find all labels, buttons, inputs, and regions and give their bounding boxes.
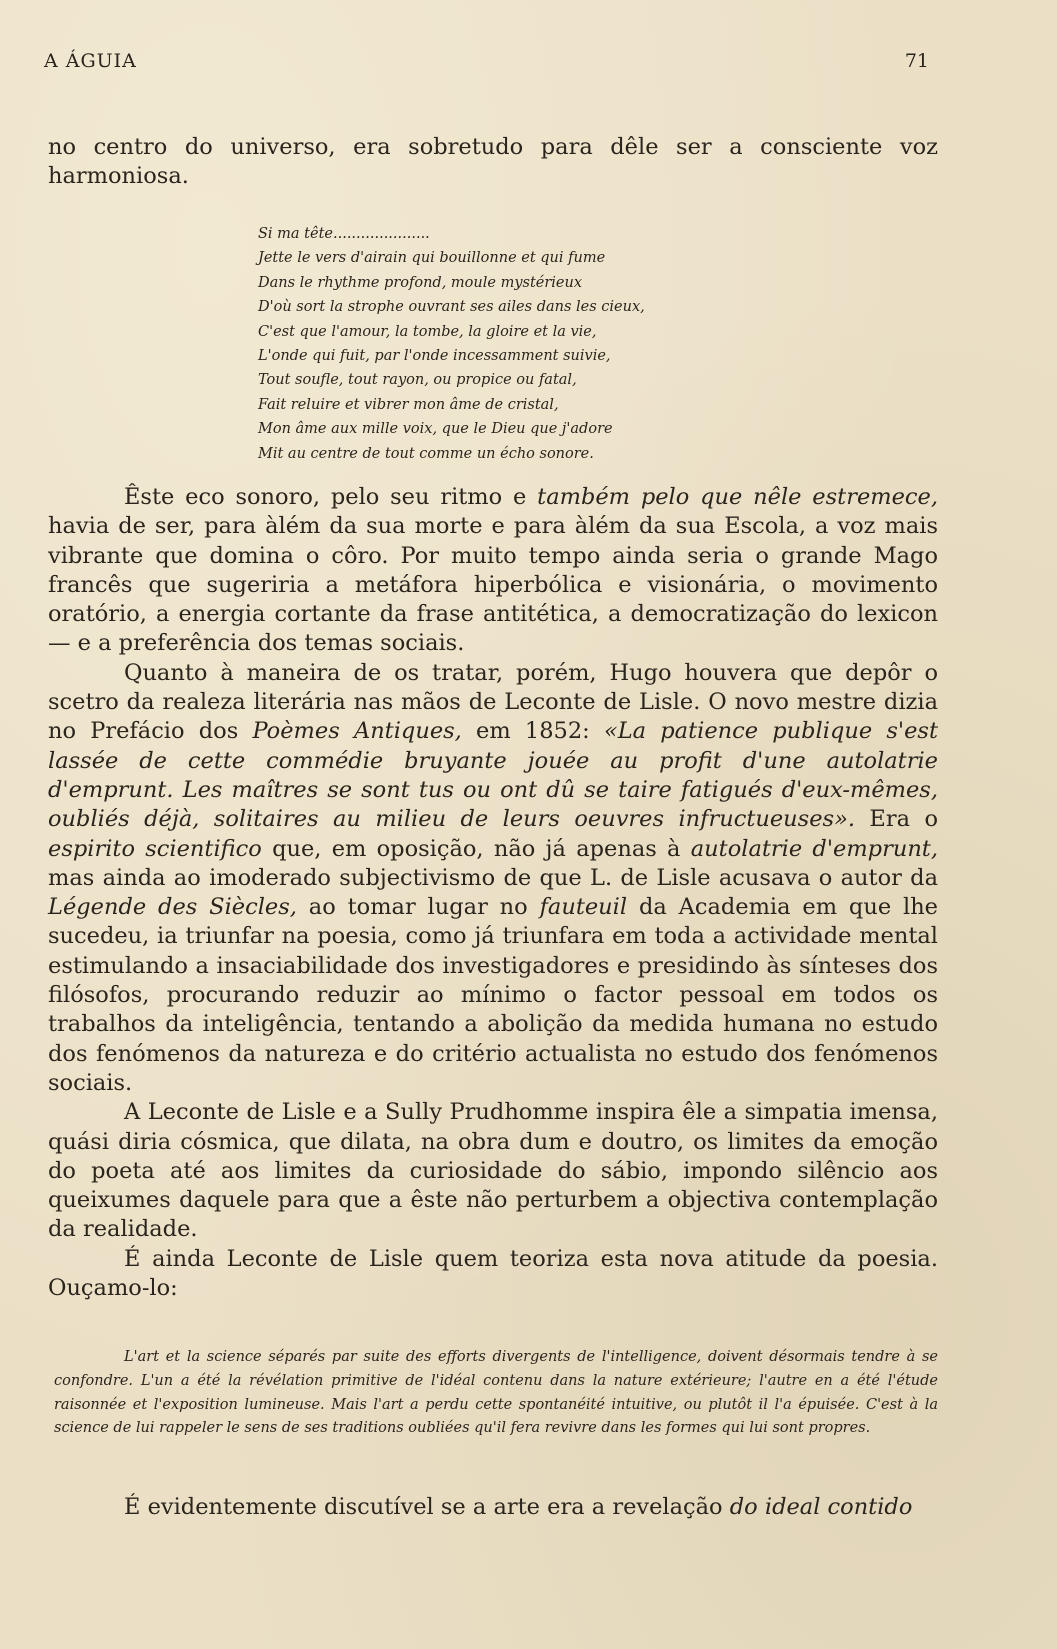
text-run: em 1852:	[461, 718, 604, 745]
italic-run: autolatrie d'emprunt,	[690, 835, 939, 862]
paragraph-sully-prudhomme: A Leconte de Lisle e a Sully Prudhomme inspira êle a simpatia imensa, quási diria cósmica, que dilata, na obra dum e doutro, os limites da emoção do poeta até aos limites da curiosidade do sábio, impondo silêncio aos queixumes daquele para que a êste não perturbem a objectiva contemplação da realidade.	[48, 1099, 938, 1243]
verse-line: Tout soufle, tout rayon, ou propice ou fatal,	[258, 372, 577, 389]
text-run: É evidentemente discutível se a arte era a revelação	[124, 1494, 730, 1520]
verse-line: Mon âme aux mille voix, que le Dieu que j'adore	[258, 421, 613, 438]
text-run: Quanto à maneira de os tratar, porém, Hugo houvera que depôr o scetro da realeza literária nas mãos de Leconte de Lisle. O novo mestre dizia no Prefácio dos	[48, 659, 938, 745]
italic-quotation: «La patience publique s'est lassée de cette commédie bruyante jouée au profit d'une autolatrie d'emprunt. Les maîtres se sont tus ou ont dû se taire fatigués d'eux-mêmes, oubliés déjà, solitaires au milieu de leurs oeuvres infructueuses».	[48, 718, 939, 833]
verse-line: Fait reluire et vibrer mon âme de cristal,	[258, 396, 559, 413]
italic-run: também pelo que nêle estremece,	[537, 484, 939, 510]
paragraph-continuation: no centro do universo, era sobretudo para dêle ser a consciente voz harmoniosa.	[48, 134, 938, 190]
verse-line: D'où sort la strophe ouvrant ses ailes dans les cieux,	[258, 299, 645, 316]
verse-line: L'onde qui fuit, par l'onde incessamment suivie,	[258, 348, 611, 365]
paragraph-echo	[48, 483, 938, 659]
text-run: ao tomar lugar no	[296, 894, 540, 921]
text-run: mas ainda ao imoderado subjectivismo de que L. de Lisle acusava o autor da	[48, 864, 938, 891]
paragraph-leconte-prefacio	[48, 659, 938, 1098]
verse-line: C'est que l'amour, la tombe, la gloire et la vie,	[258, 323, 597, 340]
closing-text-block	[48, 1493, 938, 1522]
page-number: 71	[904, 50, 929, 72]
verse-quotation	[258, 222, 938, 466]
opening-paragraph-block	[48, 133, 938, 192]
italic-run: Légende des Siècles,	[48, 894, 297, 921]
verse-line: Si ma tête.....................	[258, 226, 430, 242]
prose-quotation	[54, 1346, 938, 1441]
verse-line: Dans le rhythme profond, moule mystérieux	[258, 274, 583, 291]
italic-run: do ideal contido	[729, 1494, 913, 1520]
main-text-block	[48, 483, 938, 1303]
paragraph-final	[48, 1493, 938, 1522]
text-run: havia de ser, para àlém da sua morte e para àlém da sua Escola, a voz mais vibrante que domina o côro. Por muito tempo ainda seria o grande Mago francês que sugeriria a metáfora hiperbólica e visionária, o movimento oratório, a energia cortante da frase antitética, a democratização do lexicon — e a preferência dos temas sociais.	[48, 513, 938, 657]
verse-line: Jette le vers d'airain qui bouillonne et qui fume	[258, 250, 606, 267]
verse-line: Mit au centre de tout comme un écho sonore.	[258, 445, 594, 462]
text-run: Era o	[855, 806, 938, 833]
text-run: que, em oposição, não já apenas à	[261, 835, 691, 862]
italic-run: espirito scientifico	[48, 835, 262, 862]
text-run: da Academia em que lhe sucedeu, ia triunfar na poesia, como já triunfara em toda a actividade mental estimulando a insaciabilidade dos investigadores e presidindo às sínteses dos filósofos, procurando reduzir ao mínimo o factor pessoal em todos os trabalhos da inteligência, tentando a abolição da medida humana no estudo dos fenómenos da natureza e do critério actualista no estudo dos fenómenos sociais.	[48, 894, 938, 1096]
italic-run: Poèmes Antiques,	[252, 718, 462, 745]
paragraph-ouçamo-lo: É ainda Leconte de Lisle quem teoriza esta nova atitude da poesia. Ouçamo-lo:	[48, 1245, 938, 1302]
quotation-text: L'art et la science séparés par suite des efforts divergents de l'intelligence, doivent désormais tendre à se confondre. L'un a été la révélation primitive de l'idéal contenu dans la nature extérieure; l'autre en a été l'étude raisonnée et l'exposition lumineuse. Mais l'art a perdu cette spontanéité intuitive, ou plutôt il l'a épuisée. C'est à la science de lui rappeler le sens de ses traditions oubliées qu'il fera revivre dans les formes qui lui sont propres.	[54, 1349, 938, 1437]
running-title: A ÁGUIA	[44, 50, 137, 72]
text-run: Êste eco sonoro, pelo seu ritmo e	[124, 484, 538, 510]
italic-run: fauteuil	[539, 894, 628, 921]
